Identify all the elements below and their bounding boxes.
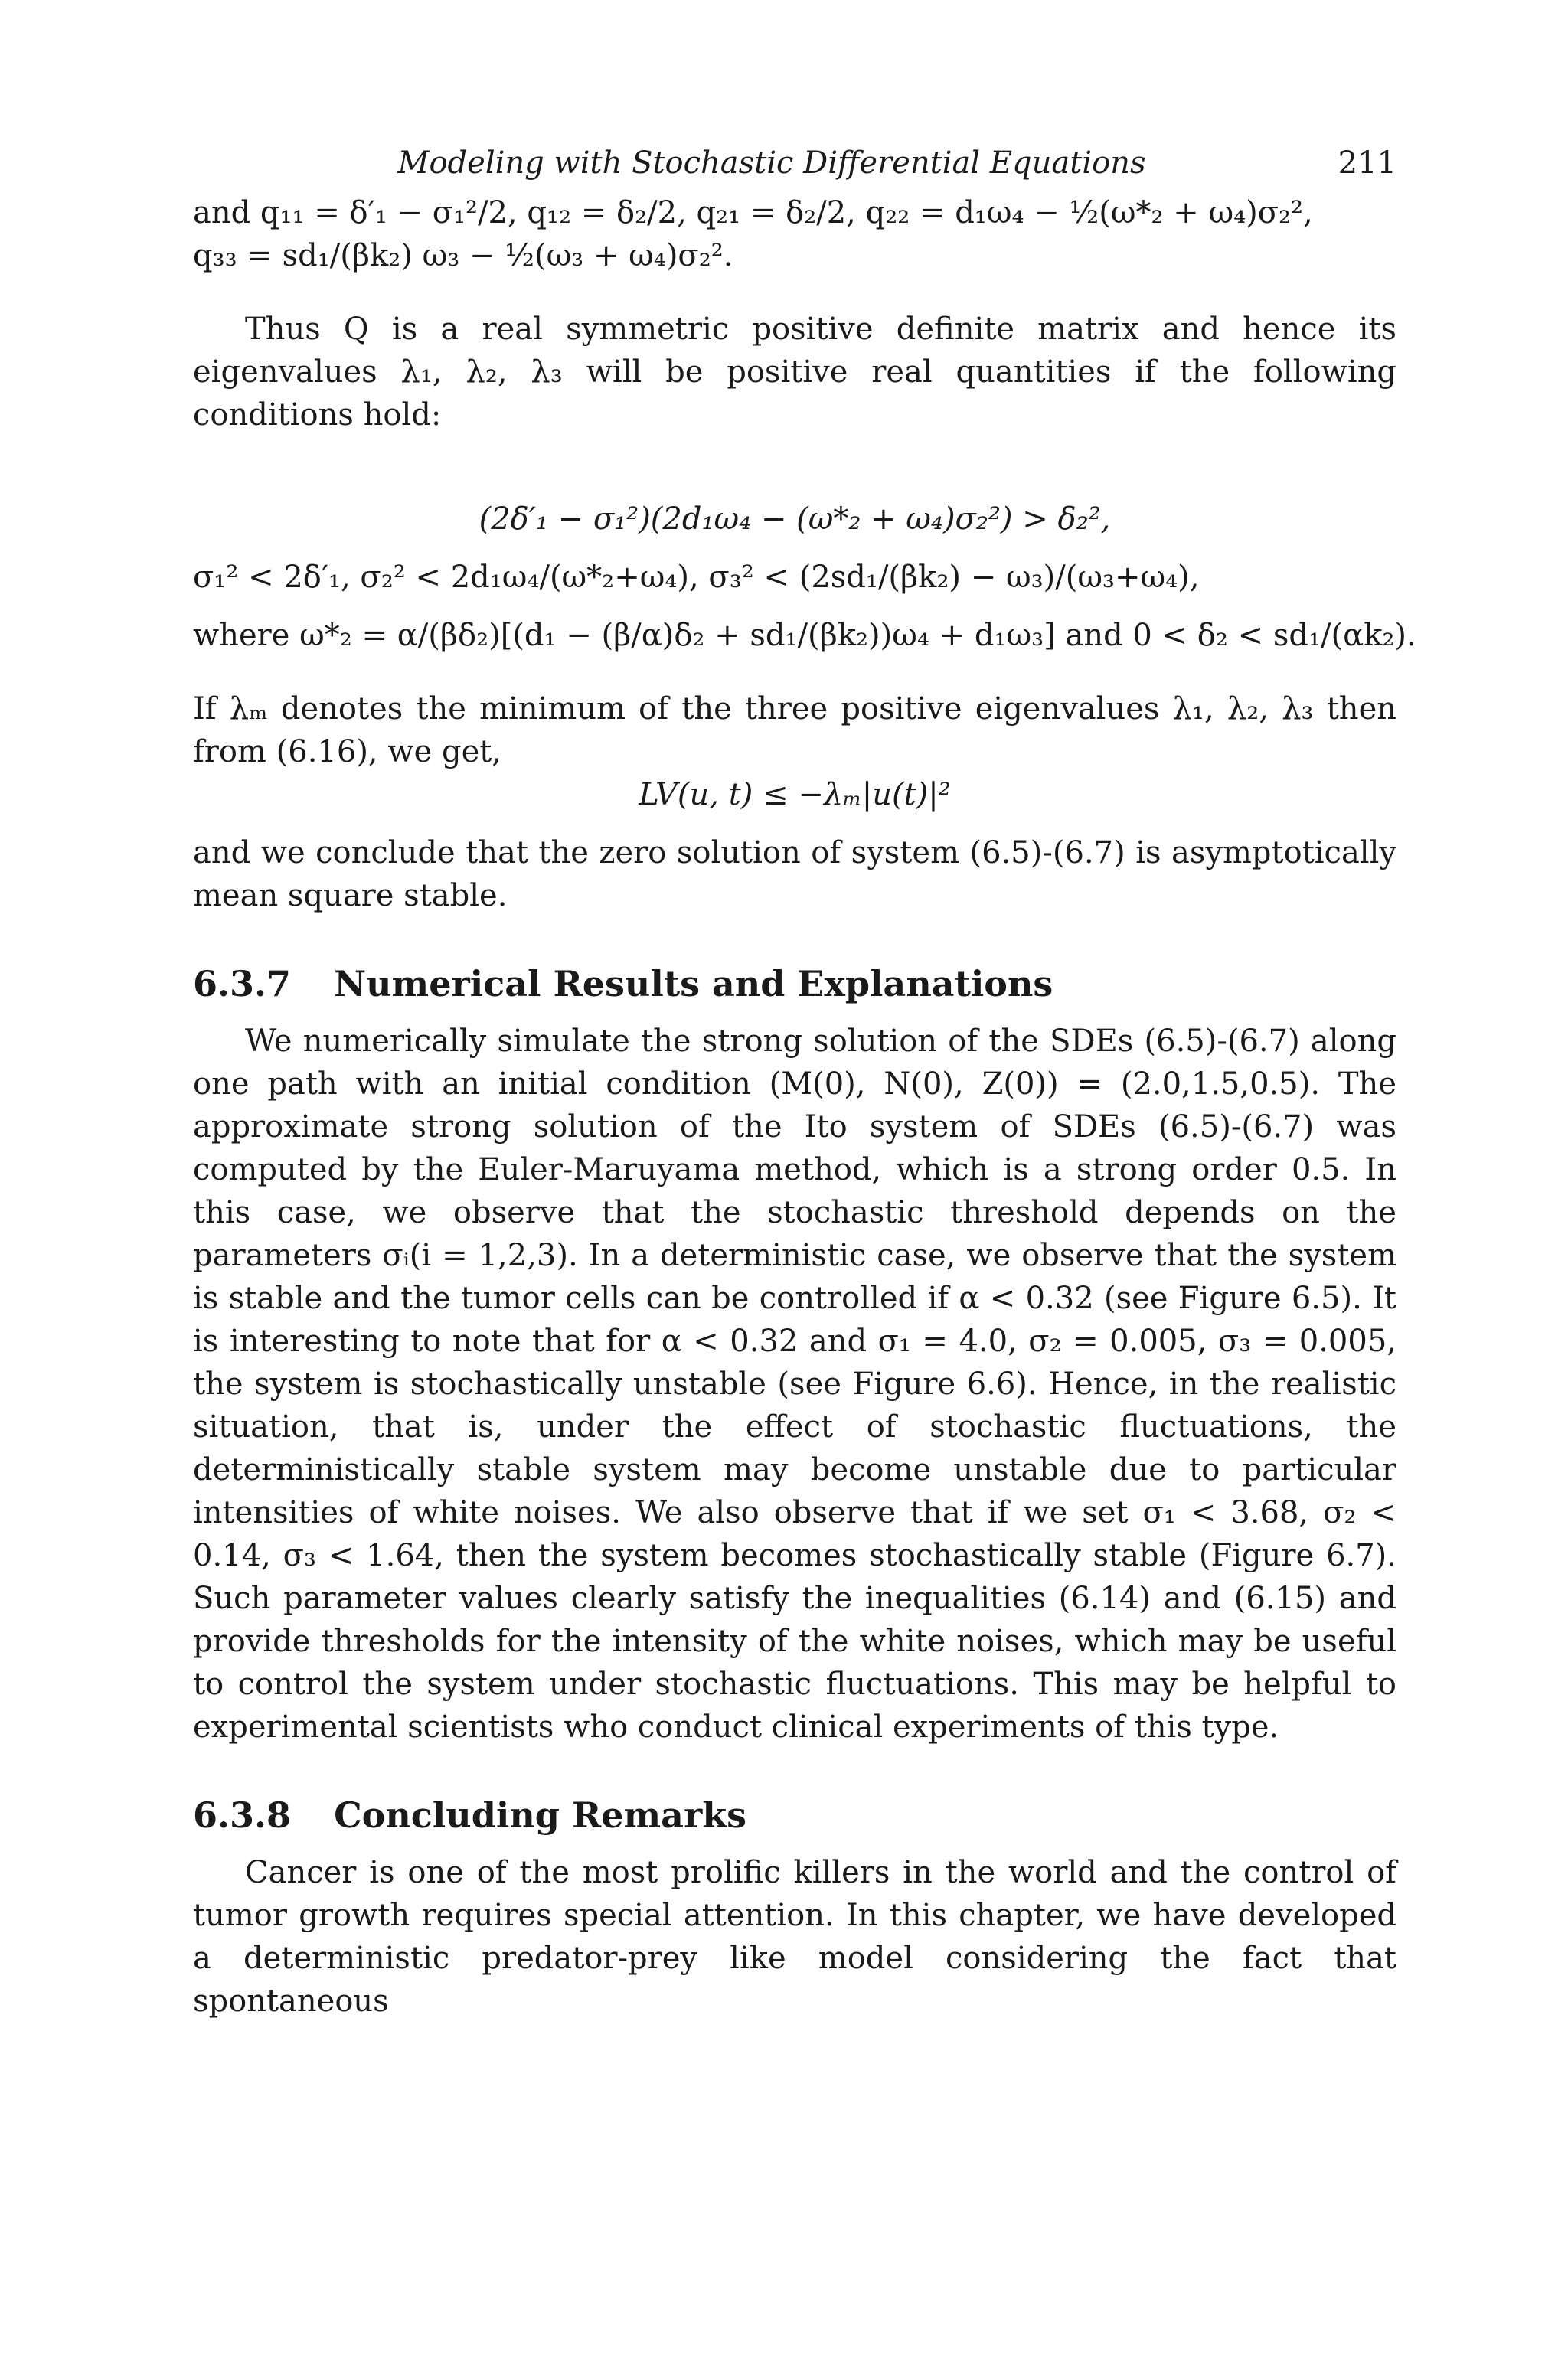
section-number: 6.3.7 [193, 963, 292, 1004]
section-title: Numerical Results and Explanations [334, 963, 1054, 1004]
page-number: 211 [1338, 145, 1396, 181]
condition-equation-3: where ω*₂ = α/(βδ₂)[(d₁ − (β/α)δ₂ + sd₁/(βk₂))ω₄ + d₁ω₃] and 0 < δ₂ < sd₁/(αk₂). [193, 618, 1416, 653]
running-title: Modeling with Stochastic Differential Equations [397, 145, 1146, 181]
page [193, 145, 1416, 2023]
paragraph-conclusion: and we conclude that the zero solution of system (6.5)-(6.7) is asymptotically mean square stable. [193, 835, 1396, 913]
running-header [193, 145, 1396, 191]
section-heading-concluding-remarks [193, 1794, 1396, 1836]
q-definitions-line-1: and q₁₁ = δ′₁ − σ₁²/2, q₁₂ = δ₂/2, q₂₁ = δ₂/2, q₂₂ = d₁ω₄ − ½(ω*₂ + ω₄)σ₂², [193, 195, 1313, 230]
paragraph-eigenvalues: Thus Q is a real symmetric positive definite matrix and hence its eigenvalues λ₁, λ₂, λ₃ will be positive real quantities if the following conditions hold: [193, 312, 1396, 433]
section-heading-numerical-results [193, 963, 1396, 1004]
section-title: Concluding Remarks [334, 1794, 746, 1836]
condition-equation-2: σ₁² < 2δ′₁, σ₂² < 2d₁ω₄/(ω*₂+ω₄), σ₃² < (2sd₁/(βk₂) − ω₃)/(ω₃+ω₄), [193, 560, 1200, 595]
section-number: 6.3.8 [193, 1794, 292, 1836]
condition-equation-1: (2δ′₁ − σ₁²)(2d₁ω₄ − (ω*₂ + ω₄)σ₂²) > δ₂², [479, 501, 1111, 537]
lyapunov-inequality: LV(u, t) ≤ −λₘ|u(t)|² [639, 777, 951, 812]
paragraph-numerical-results: We numerically simulate the strong solution of the SDEs (6.5)-(6.7) along one path with an initial condition (M(0), N(0), Z(0)) = (2.0,1.5,0.5). The approximate strong solution of the Ito system of SDEs (6.5)-(6.7) was computed by the Euler-Maruyama method, which is a strong order 0.5. In this case, we observe that the stochastic threshold depends on the parameters σᵢ(i = 1,2,3). In a deterministic case, we observe that the system is stable and the tumor cells can be controlled if α < 0.32 (see Figure 6.5). It is interesting to note that for α < 0.32 and σ₁ = 4.0, σ₂ = 0.005, σ₃ = 0.005, the system is stochastically unstable (see Figure 6.6). Hence, in the realistic situation, that is, under the effect of stochastic fluctuations, the deterministically stable system may become unstable due to particular intensities of white noises. We also observe that if we set σ₁ < 3.68, σ₂ < 0.14, σ₃ < 1.64, then the system becomes stochastically stable (Figure 6.7). Such parameter values clearly satisfy the inequalities (6.14) and (6.15) and provide thresholds for the intensity of the white noises, which may be useful to control the system under stochastic fluctuations. This may be helpful to experimental scientists who conduct clinical experiments of this type. [193, 1024, 1396, 1745]
q-definitions-line-2: q₃₃ = sd₁/(βk₂) ω₃ − ½(ω₃ + ω₄)σ₂². [193, 238, 733, 273]
paragraph-minimum-eigenvalue: If λₘ denotes the minimum of the three positive eigenvalues λ₁, λ₂, λ₃ then from (6.16), we get, [193, 691, 1396, 769]
paragraph-concluding-remarks: Cancer is one of the most prolific killers in the world and the control of tumor growth requires special attention. In this chapter, we have developed a deterministic predator-prey like model considering the fact that spontaneous [193, 1855, 1396, 2019]
